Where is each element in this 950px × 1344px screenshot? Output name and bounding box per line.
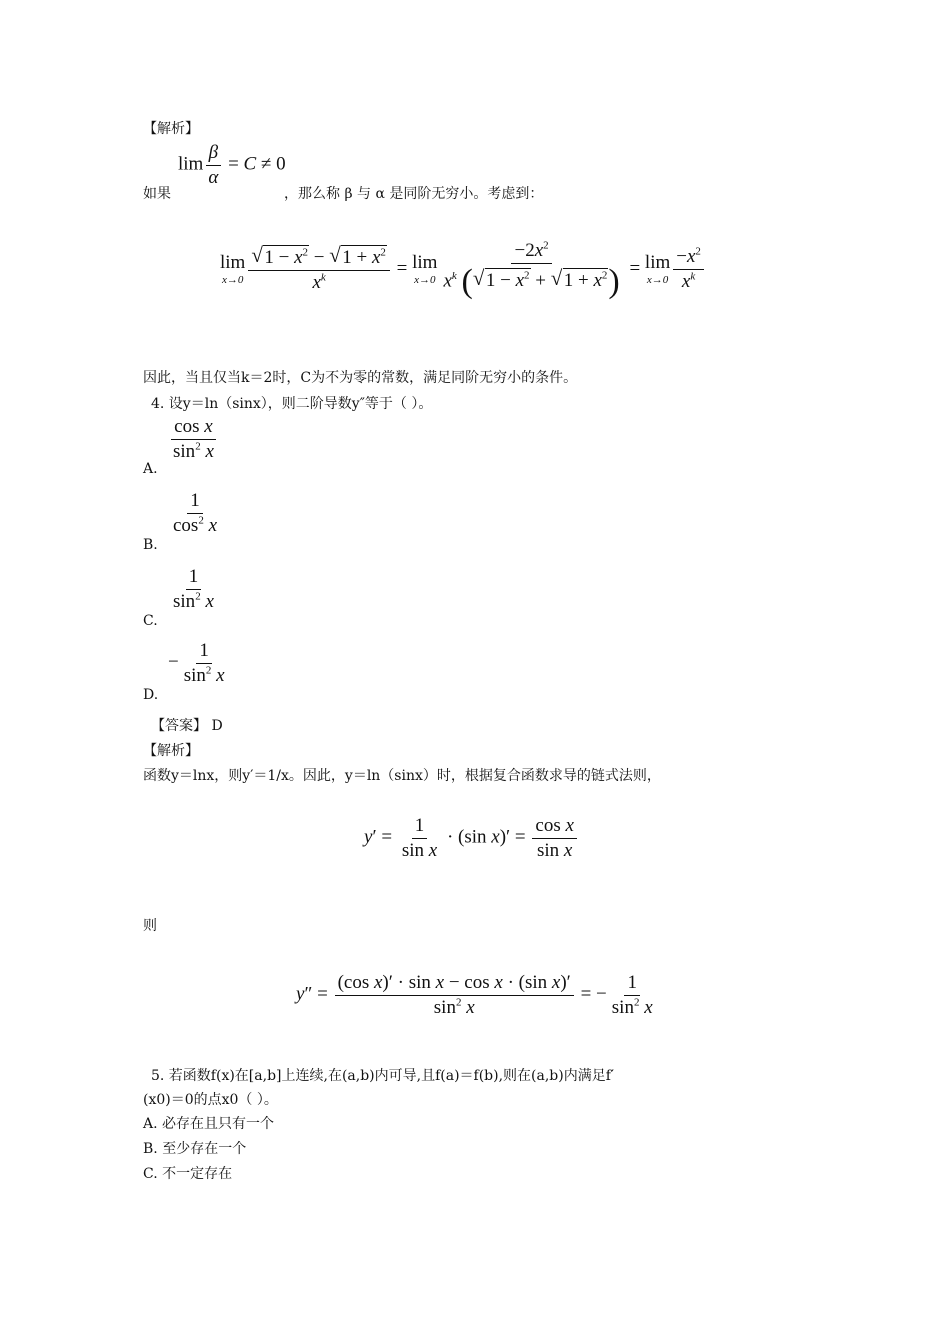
formula-same-order-definition: lim $\frac{\beta}{\alpha}$ = C ≠ 0 (178, 142, 286, 188)
answer-label: 【答案】 D (151, 718, 223, 734)
q5-option-c: C. 不一定存在 (143, 1166, 233, 1182)
q4-option-c-label: C. (143, 613, 158, 629)
q5-stem-line1: 5. 若函数f(x)在[a,b]上连续,在(a,b)内可导,且f(a)＝f(b),则在(a,b)内满足f′ (151, 1068, 615, 1084)
q5-stem-line2: (x0)＝0的点x0（ ）。 (143, 1092, 278, 1108)
q5-option-b: B. 至少存在一个 (143, 1141, 247, 1157)
formula-first-derivative: y′ = $\frac{1}{\text{sin x}}$ · (sin x)′ = $\frac{\text{cos x}}{\text{sin x}}$ (364, 815, 579, 862)
jiexi-heading-2: 【解析】 (143, 743, 199, 759)
q4-option-d-label: D. (143, 687, 159, 703)
q4-option-a-label: A. (143, 461, 158, 477)
q5-option-a: A. 必存在且只有一个 (143, 1116, 275, 1132)
same-order-statement: ，那么称 β 与 α 是同阶无穷小。考虑到： (284, 186, 544, 202)
q4-option-c-formula: $\frac{1}{\sin^2 x}$ (173, 566, 214, 612)
formula-second-derivative: y″ = $\frac{\text{(cos x)′ · sin x − cos x · (sin x)′}}{\sin^2 x}$ = − $\frac{1}{\sin^2 x}$ (296, 972, 653, 1018)
conclusion-text: 因此，当且仅当k＝2时，C为不为零的常数，满足同阶无穷小的条件。 (143, 370, 578, 386)
q4-option-d-formula: − $\frac{1}{\sin^2 x}$ (168, 640, 225, 686)
ruguo-text: 如果 (143, 186, 171, 202)
answer-explanation: 函数y＝lnx，则y′＝1/x。因此，y＝ln（sinx）时，根据复合函数求导的链式法则， (143, 768, 661, 784)
jiexi-heading-1: 【解析】 (143, 121, 199, 137)
ze-text: 则 (143, 918, 157, 934)
formula-limit-derivation: lim x→0 √ $1 - x^2$ − √ $1 + x^2$ $x^k$ = lim x→0 $-2x^2$ $x^k$ ( √ $1 - x^2$ + √ $1 + x^2$) = lim x→0 $\frac{-x^2}{x^k}$ (220, 240, 706, 299)
q4-option-a-formula: $\frac{\text{cos x}}{\sin^2 x}$ (173, 416, 214, 462)
q4-option-b-label: B. (143, 537, 158, 553)
q4-option-b-formula: $\frac{1}{\cos^2 x}$ (173, 490, 218, 536)
q4-stem: 4. 设y＝ln（sinx），则二阶导数y″等于（ ）。 (151, 396, 433, 412)
